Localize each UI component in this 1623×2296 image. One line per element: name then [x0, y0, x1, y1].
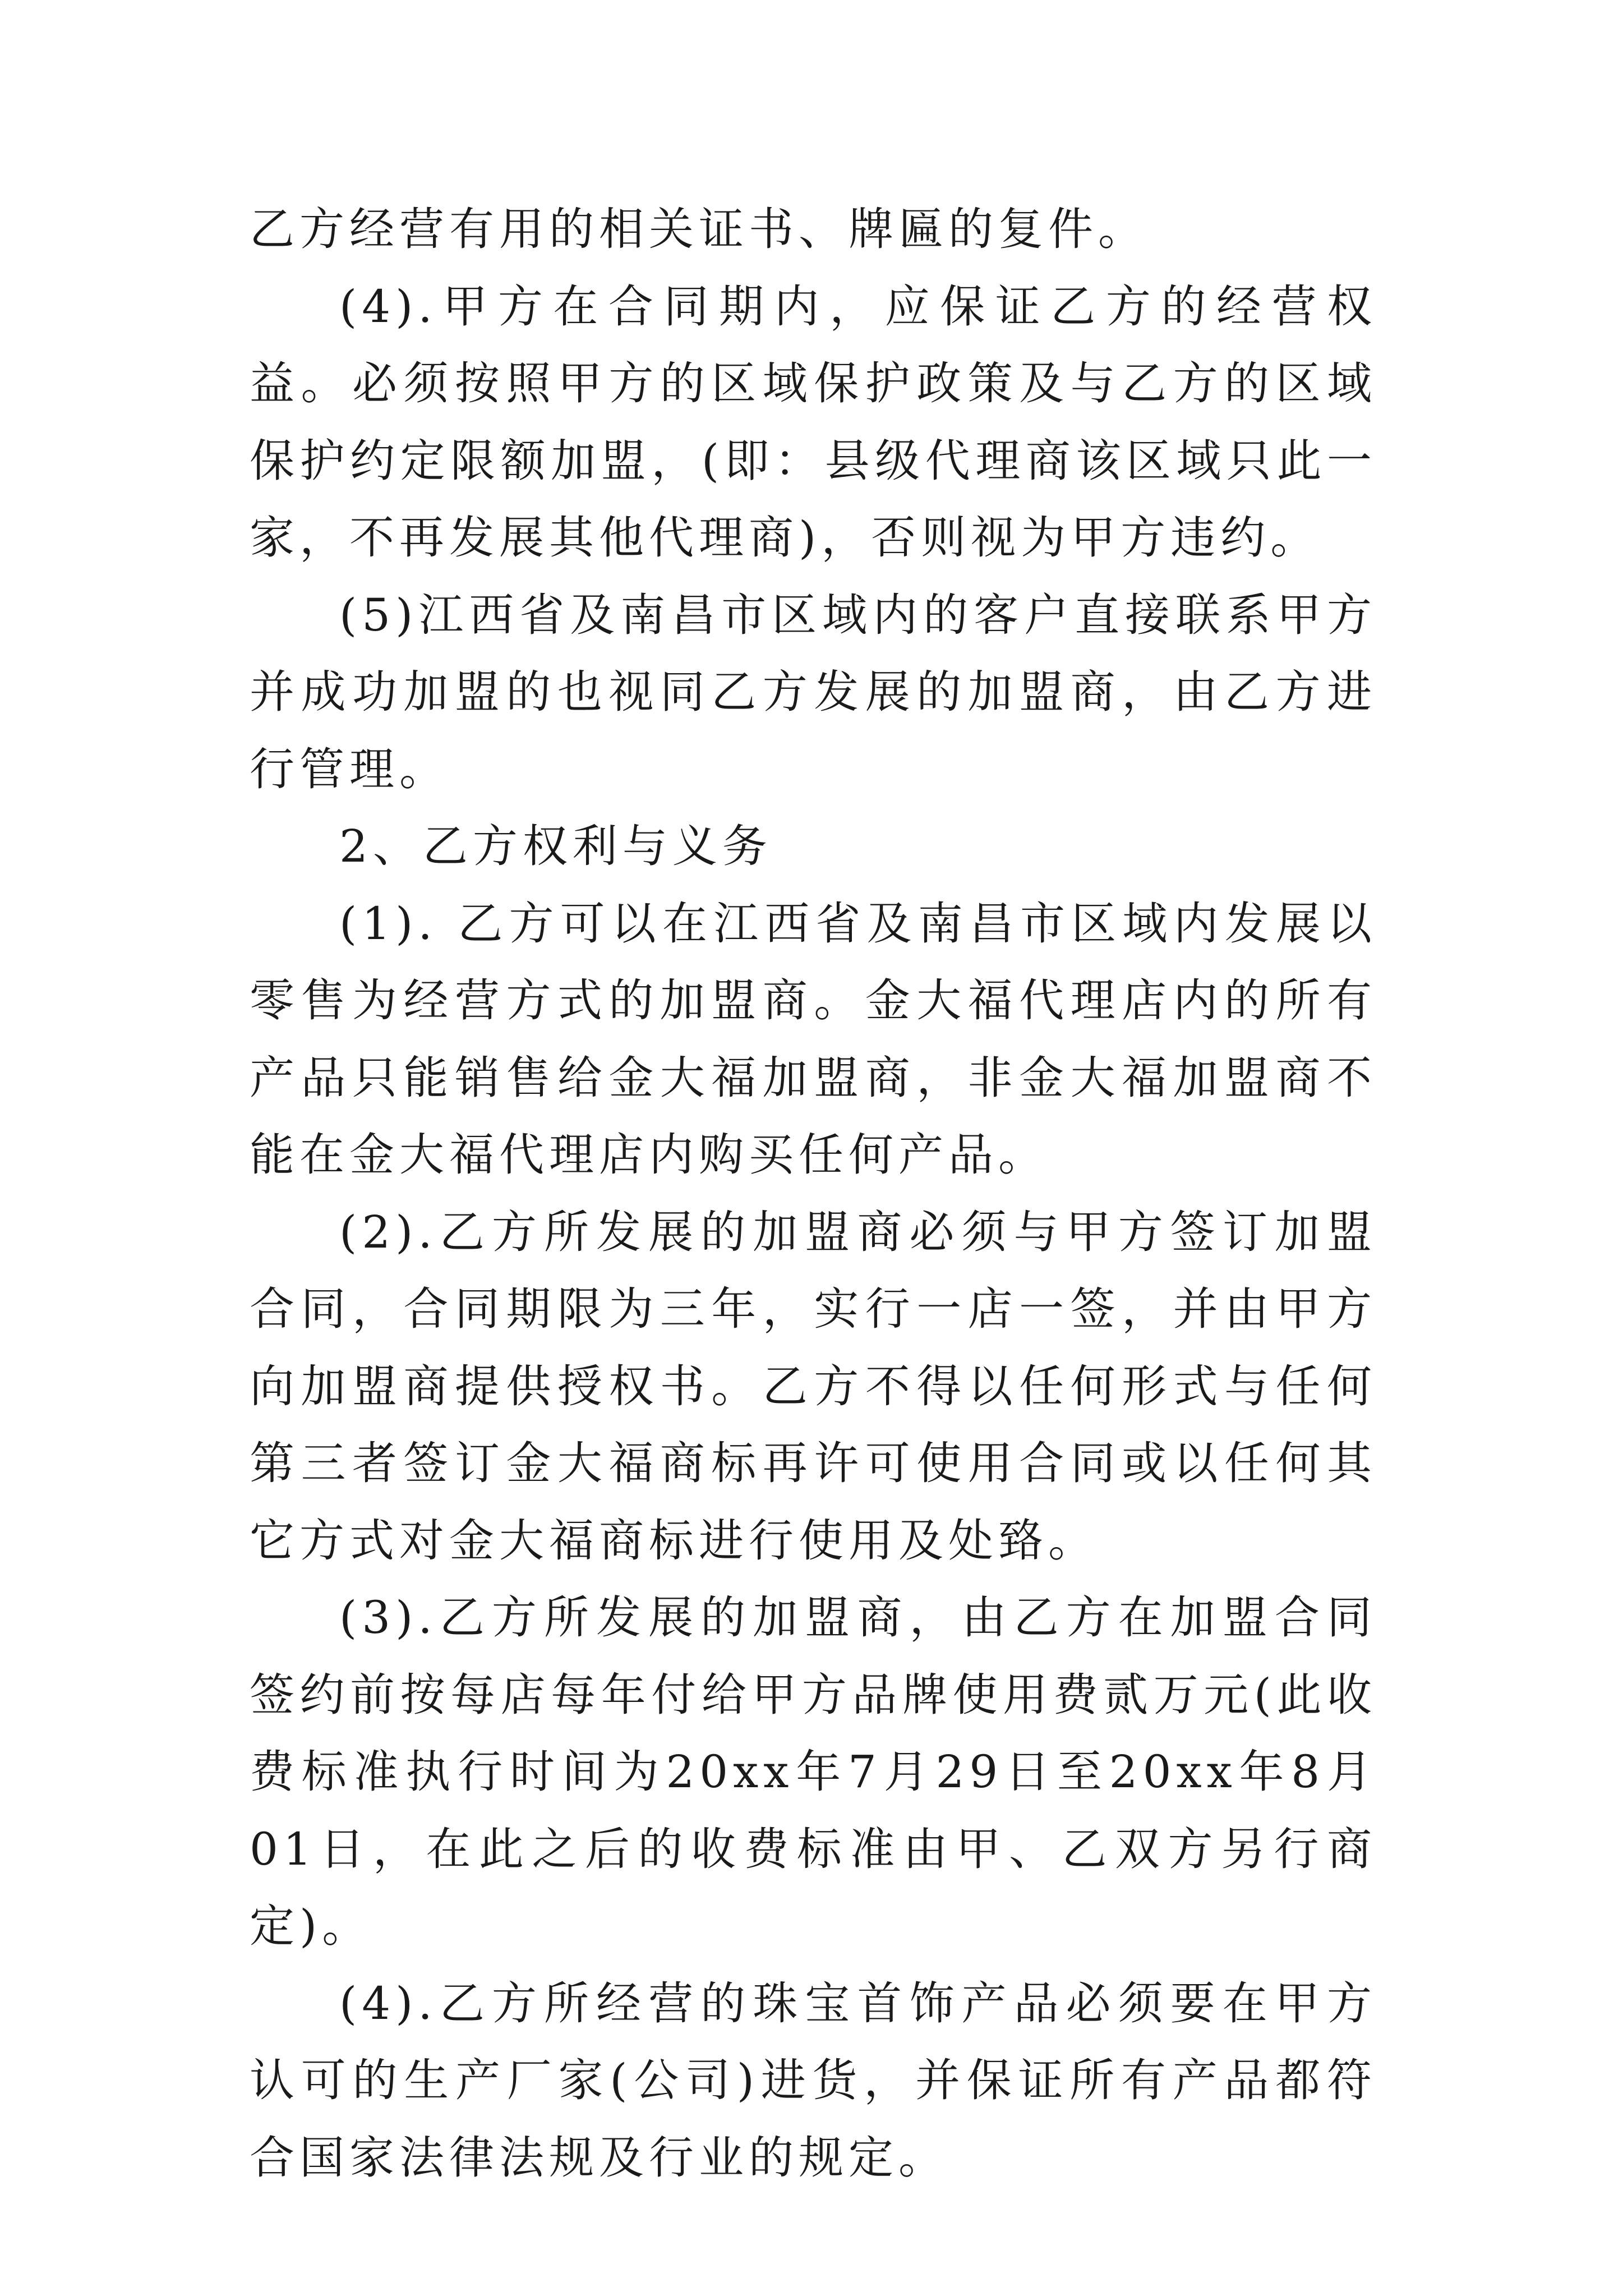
section-heading-2: 2、乙方权利与义务 — [339, 820, 772, 872]
paragraph-8: (4).乙方所经营的珠宝首饰产品必须要在甲方认可的生产厂家(公司)进货，并保证所有产品都符合国家法律法规及行业的规定。 — [250, 1977, 1377, 2184]
document-body — [250, 191, 1377, 2196]
paragraph-6: (2).乙方所发展的加盟商必须与甲方签订加盟合同，合同期限为三年，实行一店一签，并由甲方向加盟商提供授权书。乙方不得以任何形式与任何第三者签订金大福商标再许可使用合同或以任何其它方式对金大福商标进行使用及处臵。 — [250, 1205, 1377, 1567]
paragraph-1: 乙方经营有用的相关证书、牌匾的复件。 — [250, 203, 1148, 255]
paragraph-5: (1). 乙方可以在江西省及南昌市区域内发展以零售为经营方式的加盟商。金大福代理店内的所有产品只能销售给金大福加盟商，非金大福加盟商不能在金大福代理店内购买任何产品。 — [250, 897, 1377, 1181]
paragraph-3: (5)江西省及南昌市区域内的客户直接联系甲方并成功加盟的也视同乙方发展的加盟商，由乙方进行管理。 — [250, 588, 1377, 795]
paragraph-7: (3).乙方所发展的加盟商，由乙方在加盟合同签约前按每店每年付给甲方品牌使用费贰万元(此收费标准执行时间为20xx年7月29日至20xx年8月01日，在此之后的收费标准由甲、乙双方另行商定)。 — [250, 1591, 1377, 1952]
paragraph-2: (4).甲方在合同期内，应保证乙方的经营权益。必须按照甲方的区域保护政策及与乙方的区域保护约定限额加盟，(即：县级代理商该区域只此一家，不再发展其他代理商)，否则视为甲方违约。 — [250, 280, 1377, 564]
